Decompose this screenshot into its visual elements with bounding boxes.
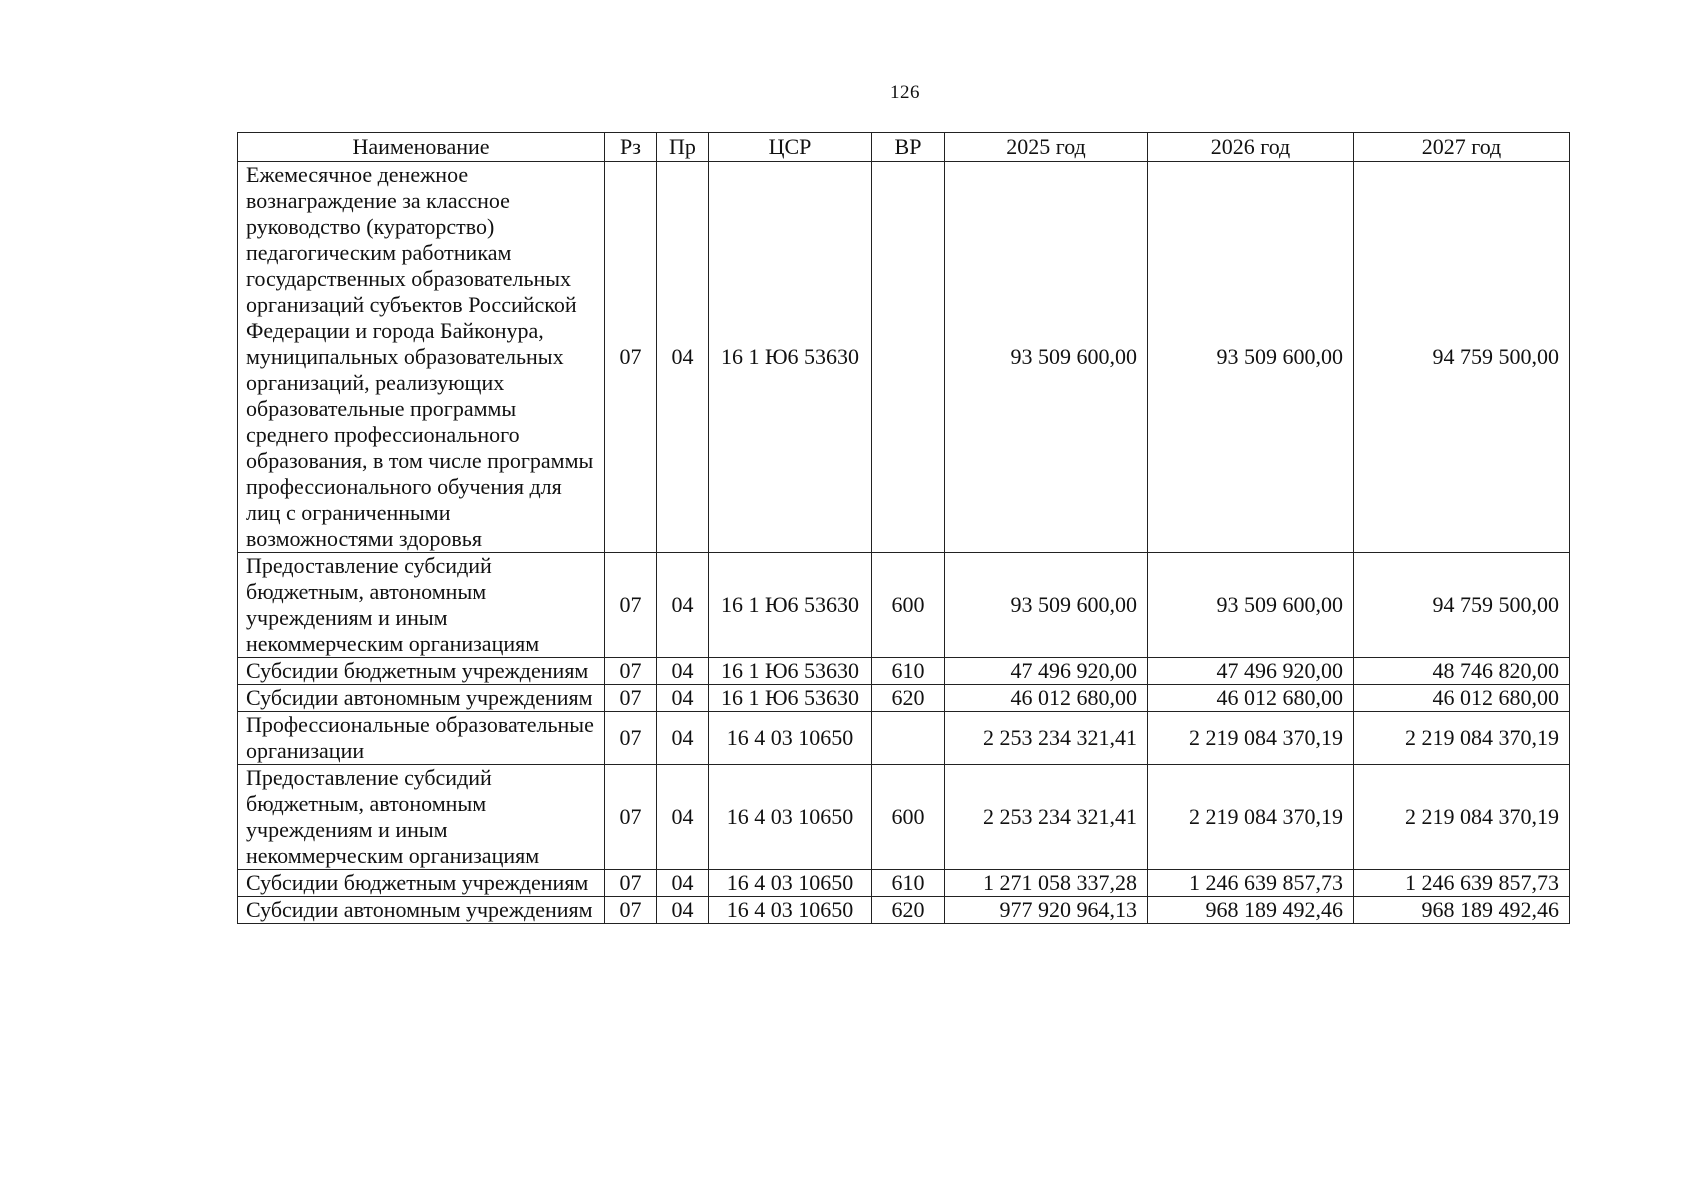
table-row (238, 685, 1570, 712)
table-row (238, 553, 1570, 658)
row-name: Ежемесячное денежное вознаграждение за классное руководство (кураторство) педагогическим работникам государственных образовательных организаций субъектов Российской Федерации и города Байконура, муниципальных образовательных организаций, реализующих образовательные программы среднего профессионального образования, в том числе программы профессионального обучения для лиц с ограниченными возможностями здоровья (238, 162, 605, 553)
row-csr: 16 1 Ю6 53630 (709, 162, 872, 553)
row-name: Субсидии автономным учреждениям (238, 897, 605, 924)
row-csr: 16 4 03 10650 (709, 712, 872, 765)
row-vr: 600 (872, 765, 945, 870)
page-number: 126 (890, 82, 920, 103)
row-2026: 93 509 600,00 (1148, 553, 1354, 658)
row-rz: 07 (605, 685, 657, 712)
table-row (238, 765, 1570, 870)
header-csr: ЦСР (709, 133, 872, 162)
header-name: Наименование (238, 133, 605, 162)
header-2026: 2026 год (1148, 133, 1354, 162)
row-2027: 46 012 680,00 (1354, 685, 1570, 712)
row-2025: 46 012 680,00 (945, 685, 1148, 712)
row-2025: 2 253 234 321,41 (945, 712, 1148, 765)
row-2026: 968 189 492,46 (1148, 897, 1354, 924)
budget-table (237, 132, 1570, 924)
row-rz: 07 (605, 162, 657, 553)
row-pr: 04 (657, 553, 709, 658)
row-2025: 47 496 920,00 (945, 658, 1148, 685)
row-2026: 93 509 600,00 (1148, 162, 1354, 553)
row-name: Субсидии бюджетным учреждениям (238, 870, 605, 897)
row-vr (872, 162, 945, 553)
row-pr: 04 (657, 897, 709, 924)
row-2027: 2 219 084 370,19 (1354, 712, 1570, 765)
row-name: Предоставление субсидий бюджетным, автономным учреждениям и иным некоммерческим организациям (238, 553, 605, 658)
header-2027: 2027 год (1354, 133, 1570, 162)
row-csr: 16 4 03 10650 (709, 870, 872, 897)
row-2027: 2 219 084 370,19 (1354, 765, 1570, 870)
row-rz: 07 (605, 870, 657, 897)
row-csr: 16 4 03 10650 (709, 897, 872, 924)
row-vr: 600 (872, 553, 945, 658)
row-pr: 04 (657, 162, 709, 553)
row-rz: 07 (605, 712, 657, 765)
row-csr: 16 1 Ю6 53630 (709, 685, 872, 712)
row-rz: 07 (605, 765, 657, 870)
row-vr: 610 (872, 658, 945, 685)
row-2025: 93 509 600,00 (945, 162, 1148, 553)
header-row (238, 133, 1570, 162)
header-rz: Рз (605, 133, 657, 162)
row-2027: 1 246 639 857,73 (1354, 870, 1570, 897)
row-2027: 48 746 820,00 (1354, 658, 1570, 685)
row-vr: 620 (872, 685, 945, 712)
row-2025: 977 920 964,13 (945, 897, 1148, 924)
table-row (238, 712, 1570, 765)
row-rz: 07 (605, 658, 657, 685)
row-vr: 610 (872, 870, 945, 897)
row-2026: 2 219 084 370,19 (1148, 765, 1354, 870)
row-csr: 16 4 03 10650 (709, 765, 872, 870)
row-pr: 04 (657, 870, 709, 897)
header-vr: ВР (872, 133, 945, 162)
header-2025: 2025 год (945, 133, 1148, 162)
row-2025: 2 253 234 321,41 (945, 765, 1148, 870)
row-name: Предоставление субсидий бюджетным, автономным учреждениям и иным некоммерческим организациям (238, 765, 605, 870)
row-pr: 04 (657, 765, 709, 870)
row-2025: 1 271 058 337,28 (945, 870, 1148, 897)
row-2027: 968 189 492,46 (1354, 897, 1570, 924)
table-row (238, 897, 1570, 924)
row-2026: 2 219 084 370,19 (1148, 712, 1354, 765)
row-vr: 620 (872, 897, 945, 924)
row-name: Субсидии автономным учреждениям (238, 685, 605, 712)
row-2026: 1 246 639 857,73 (1148, 870, 1354, 897)
table-row (238, 658, 1570, 685)
row-2027: 94 759 500,00 (1354, 553, 1570, 658)
row-2025: 93 509 600,00 (945, 553, 1148, 658)
row-2026: 46 012 680,00 (1148, 685, 1354, 712)
row-vr (872, 712, 945, 765)
row-2027: 94 759 500,00 (1354, 162, 1570, 553)
row-csr: 16 1 Ю6 53630 (709, 553, 872, 658)
header-pr: Пр (657, 133, 709, 162)
row-rz: 07 (605, 553, 657, 658)
table-row (238, 162, 1570, 553)
row-rz: 07 (605, 897, 657, 924)
row-2026: 47 496 920,00 (1148, 658, 1354, 685)
row-csr: 16 1 Ю6 53630 (709, 658, 872, 685)
table-row (238, 870, 1570, 897)
row-pr: 04 (657, 712, 709, 765)
row-pr: 04 (657, 685, 709, 712)
row-name: Субсидии бюджетным учреждениям (238, 658, 605, 685)
row-name: Профессиональные образовательные организации (238, 712, 605, 765)
row-pr: 04 (657, 658, 709, 685)
